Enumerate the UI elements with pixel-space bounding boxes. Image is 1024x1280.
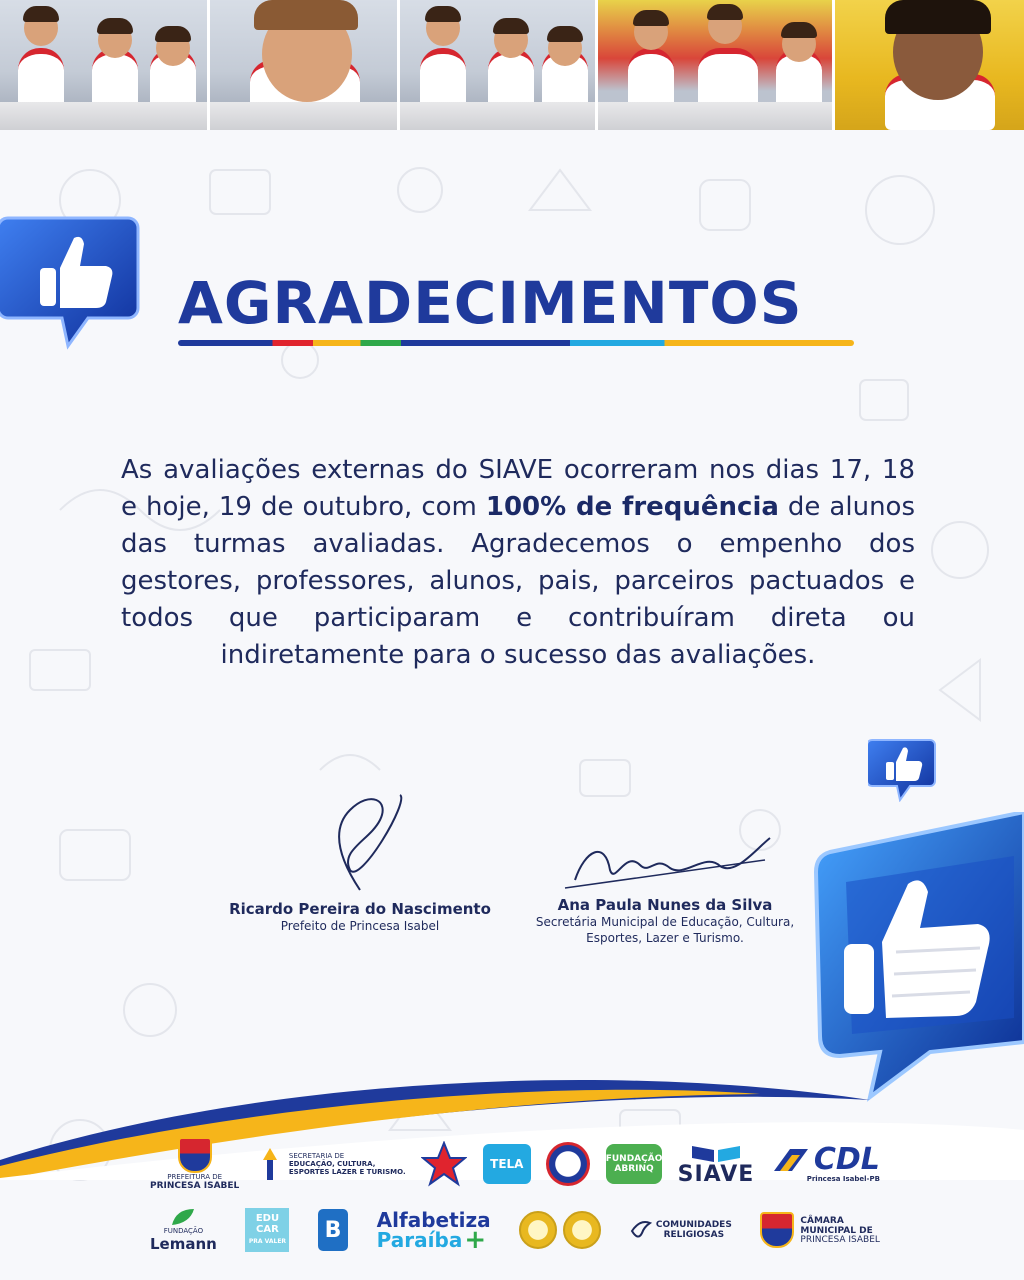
message-highlight: 100% de frequência bbox=[485, 492, 779, 522]
star-seal-icon bbox=[421, 1141, 467, 1187]
classroom-photo-1 bbox=[0, 0, 207, 130]
logo-comunidades: COMUNIDADES RELIGIOSAS bbox=[630, 1217, 732, 1243]
partner-logos-row-2 bbox=[150, 1200, 880, 1260]
signature-name: Ricardo Pereira do Nascimento bbox=[229, 900, 491, 918]
dove-icon bbox=[630, 1217, 652, 1243]
logo-siave: SIAVE bbox=[678, 1142, 755, 1186]
leaf-icon bbox=[170, 1207, 196, 1227]
logo-camara: CÂMARA MUNICIPAL DE PRINCESA ISABEL bbox=[760, 1212, 880, 1248]
classroom-photo-3 bbox=[400, 0, 595, 130]
signature-role-line1: Secretária Municipal de Educação, Cultura, bbox=[535, 915, 795, 929]
logo-medals bbox=[519, 1211, 601, 1249]
thanks-message bbox=[121, 452, 915, 674]
signature-scribble bbox=[300, 790, 420, 900]
thumbs-up-icon bbox=[868, 736, 938, 802]
logo-tela: TELA bbox=[483, 1144, 531, 1184]
round-seal-icon bbox=[546, 1142, 590, 1186]
logo-star-seal bbox=[421, 1141, 467, 1187]
cdl-swoosh-icon bbox=[770, 1145, 810, 1175]
classroom-photo-4 bbox=[598, 0, 833, 130]
classroom-photo-2 bbox=[210, 0, 397, 130]
thumbs-up-icon bbox=[800, 812, 1024, 1102]
logo-bem-comum: B bbox=[318, 1209, 348, 1251]
title-underline bbox=[178, 340, 854, 346]
signature-scribble bbox=[555, 830, 775, 896]
partner-logos-row-1 bbox=[150, 1132, 880, 1196]
logo-cdl: CDL Princesa Isabel-PB bbox=[770, 1145, 880, 1183]
medal-icon bbox=[563, 1211, 601, 1249]
torch-icon bbox=[255, 1146, 285, 1182]
crest-icon bbox=[760, 1212, 794, 1248]
photo-strip bbox=[0, 0, 1024, 130]
crest-icon bbox=[178, 1137, 212, 1173]
logo-round-seal bbox=[546, 1142, 590, 1186]
signature-role-line2: Esportes, Lazer e Turismo. bbox=[586, 931, 744, 945]
page-title: AGRADECIMENTOS bbox=[178, 269, 803, 337]
logo-prefeitura: PREFEITURA DE PRINCESA ISABEL bbox=[150, 1137, 239, 1191]
signature-secretary bbox=[520, 830, 810, 946]
logo-abrinq: FUNDAÇÃO ABRINQ bbox=[606, 1144, 662, 1184]
logo-educar: EDU CAR PRA VALER bbox=[245, 1208, 289, 1252]
signature-name: Ana Paula Nunes da Silva bbox=[557, 896, 773, 914]
medal-icon bbox=[519, 1211, 557, 1249]
logo-secretaria: SECRETARIA DE EDUCAÇÃO, CULTURA, ESPORTES LAZER E TURISMO. bbox=[255, 1146, 406, 1182]
signature-role: Prefeito de Princesa Isabel bbox=[280, 919, 440, 933]
book-icon bbox=[688, 1142, 744, 1164]
message-text-1: As avaliações externas do SIAVE ocorreram nos dias 17, 18 e hoje, 19 de outubro, com bbox=[121, 455, 915, 522]
message-text-2: de alunos das turmas avaliadas. Agradecemos o empenho dos gestores, professores, alunos, pais, parceiros pactuados e todos que participaram e contribuíram direta ou indiretamente para o sucesso das avaliações. bbox=[121, 492, 915, 670]
thumbs-up-icon bbox=[0, 210, 150, 360]
classroom-photo-5 bbox=[835, 0, 1024, 130]
logo-alfabetiza-paraiba: Alfabetiza Paraíba + bbox=[376, 1208, 491, 1255]
logo-lemann: FUNDAÇÃO Lemann bbox=[150, 1207, 217, 1253]
signature-mayor bbox=[210, 790, 510, 934]
title-block bbox=[178, 268, 858, 346]
